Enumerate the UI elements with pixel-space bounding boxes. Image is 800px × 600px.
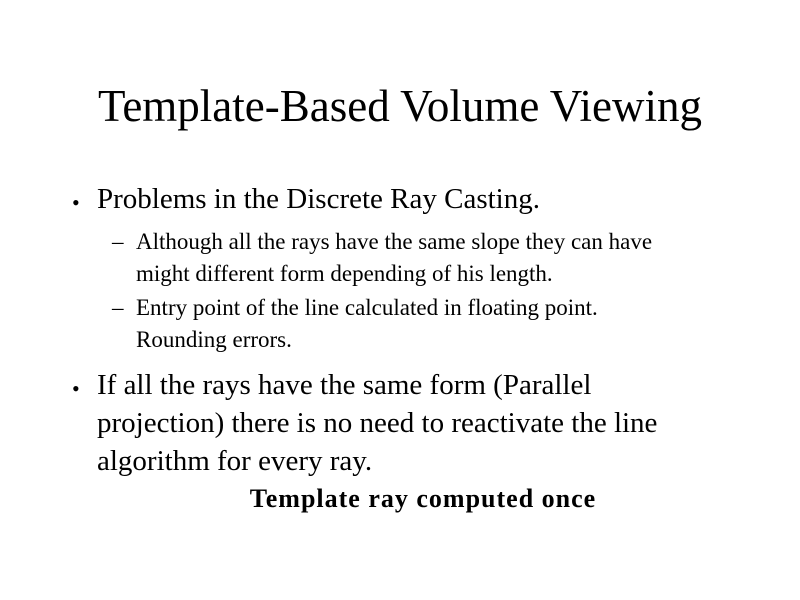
sub-bullet-entry-point-line1: Entry point of the line calculated in floating point. — [136, 295, 598, 320]
bullet-parallel-line1: If all the rays have the same form (Parallel — [97, 369, 592, 401]
template-note: Template ray computed once — [249, 484, 597, 513]
bullet-dot-icon: • — [72, 376, 80, 401]
sub-bullet-entry-point — [112, 292, 767, 356]
dash-icon: – — [112, 295, 124, 320]
sub-bullet-slope-line1: Although all the rays have the same slope they can have — [136, 229, 653, 254]
bullet-parallel-line2: projection) there is no need to reactivate the line — [97, 407, 658, 439]
bullet-problems-text: Problems in the Discrete Ray Casting. — [97, 183, 540, 215]
dash-icon: – — [112, 229, 124, 254]
bullet-dot-icon: • — [72, 190, 80, 215]
sub-bullet-list — [112, 226, 767, 358]
bullet-parallel-line3: algorithm for every ray. — [97, 445, 373, 477]
sub-bullet-entry-point-line2: Rounding errors. — [136, 327, 292, 352]
sub-bullet-slope-line2: might different form depending of his length. — [136, 261, 553, 286]
slide-title: Template-Based Volume Viewing — [97, 81, 703, 131]
sub-bullet-slope — [112, 226, 767, 290]
